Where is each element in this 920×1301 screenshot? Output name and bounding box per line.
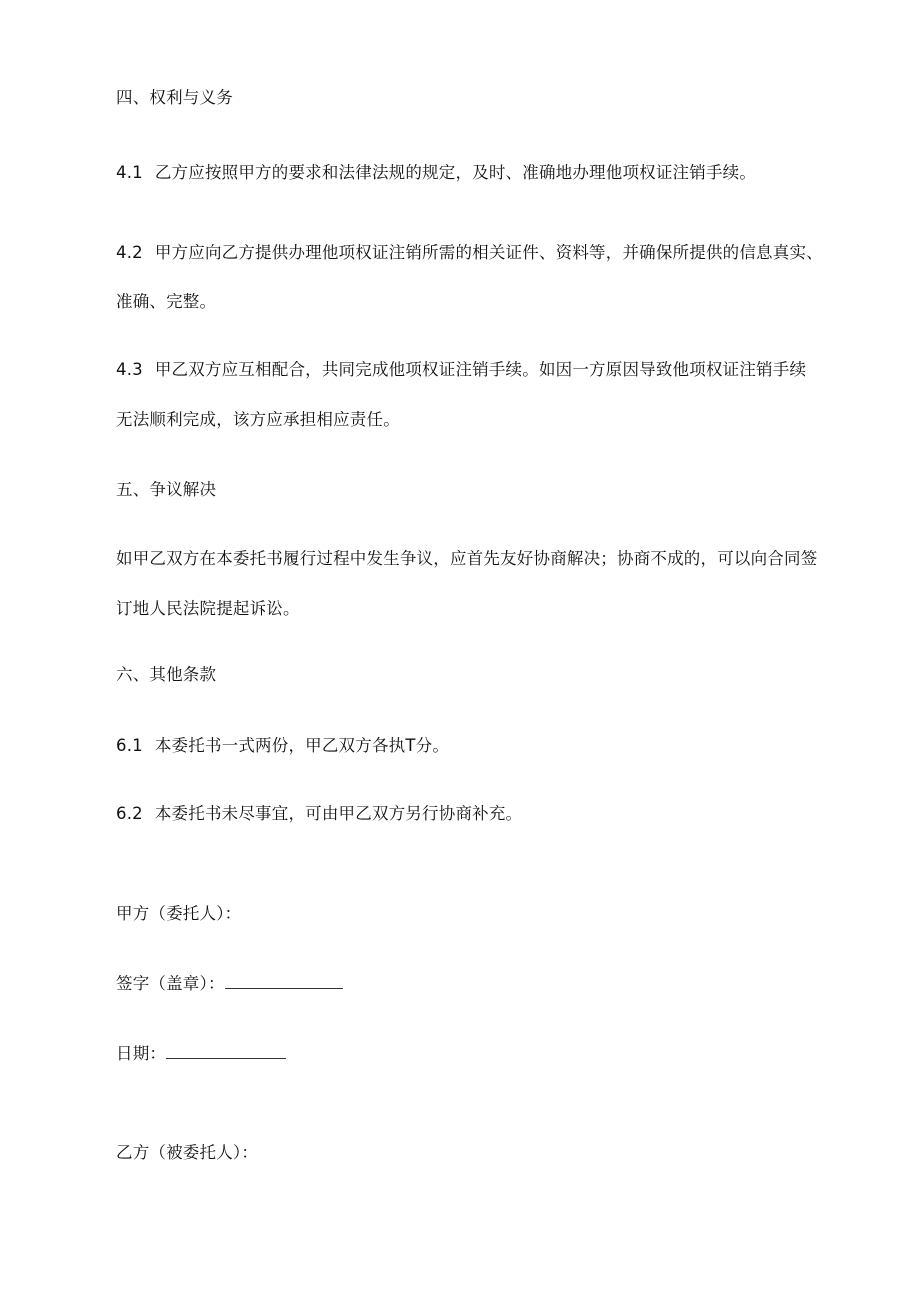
clause-text: 本委托书一式两份，甲乙双方各执T分。 (154, 736, 450, 755)
section-5-text: 如甲乙双方在本委托书履行过程中发生争议，应首先友好协商解决；协商不成的，可以向合同签 (116, 549, 818, 568)
date-row (116, 1044, 286, 1064)
clause-4-3 (116, 360, 806, 380)
clause-number: 4.1 (116, 163, 143, 182)
clause-text: 乙方应按照甲方的要求和法律法规的规定，及时、准确地办理他项权证注销手续。 (154, 163, 757, 182)
party-b-label: 乙方（被委托人）： (116, 1143, 259, 1162)
clause-4-3-continued: 无法顺利完成，该方应承担相应责任。 (116, 410, 400, 429)
clause-6-1 (116, 736, 449, 756)
section-5-heading: 五、争议解决 (116, 480, 217, 499)
clause-text: 甲乙双方应互相配合，共同完成他项权证注销手续。如因一方原因导致他项权证注销手续 (154, 360, 807, 379)
clause-text: 甲方应向乙方提供办理他项权证注销所需的相关证件、资料等，并确保所提供的信息真实、 (154, 243, 823, 262)
date-blank (166, 1044, 286, 1059)
clause-4-1 (116, 163, 756, 183)
signature-blank (225, 974, 343, 989)
clause-number: 4.2 (116, 243, 143, 262)
clause-4-2-continued: 准确、完整。 (116, 292, 217, 311)
date-label: 日期： (116, 1044, 167, 1063)
clause-6-2 (116, 804, 522, 824)
clause-number: 6.2 (116, 804, 143, 823)
clause-number: 4.3 (116, 360, 143, 379)
clause-number: 6.1 (116, 736, 143, 755)
section-6-heading: 六、其他条款 (116, 665, 217, 684)
section-5-text-continued: 订地人民法院提起诉讼。 (116, 599, 300, 618)
section-4-heading: 四、权利与义务 (116, 88, 233, 107)
signature-row (116, 974, 343, 994)
clause-4-2 (116, 243, 823, 263)
clause-text: 本委托书未尽事宜，可由甲乙双方另行协商补充。 (154, 804, 523, 823)
signature-label: 签字（盖章）： (116, 974, 225, 993)
party-a-label: 甲方（委托人）： (116, 904, 242, 923)
